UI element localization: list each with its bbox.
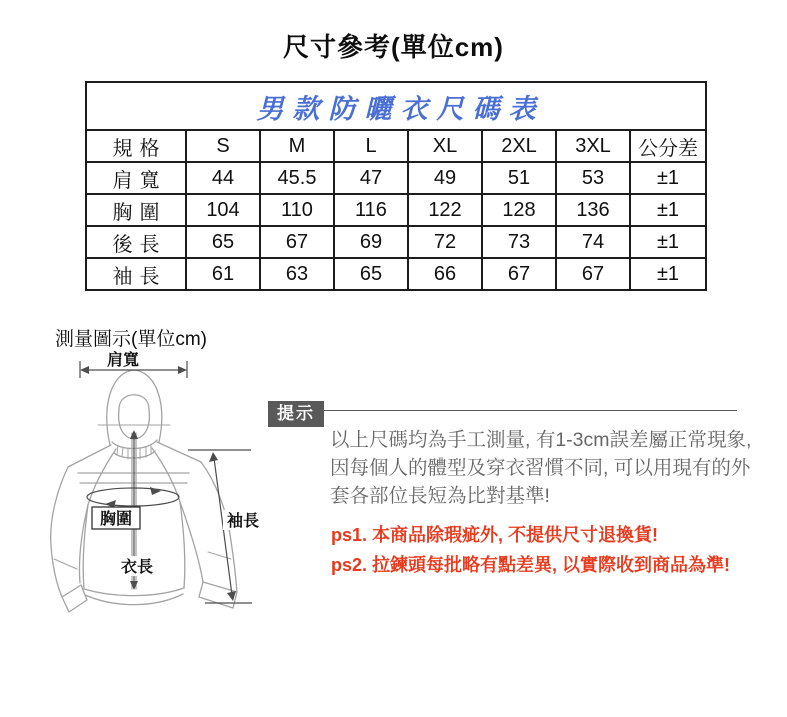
cell: 53 <box>556 162 630 194</box>
cell: 47 <box>334 162 408 194</box>
cell: 73 <box>482 226 556 258</box>
cell: 110 <box>260 194 334 226</box>
cell: 65 <box>186 226 260 258</box>
cell: 116 <box>334 194 408 226</box>
cell: 104 <box>186 194 260 226</box>
cell: 66 <box>408 258 482 290</box>
diagram-caption: 測量圖示(單位cm) <box>55 329 207 350</box>
cell: ±1 <box>630 258 706 290</box>
chest-ellipse-arrow <box>87 488 179 506</box>
cell: ±1 <box>630 226 706 258</box>
row-label: 袖長 <box>86 258 186 290</box>
column-header-2xl: 2XL <box>482 130 556 162</box>
chest-label: 胸圍 <box>99 511 133 528</box>
arrowhead-icon <box>130 430 138 439</box>
column-header-xl: XL <box>408 130 482 162</box>
column-header-spec: 規格 <box>86 130 186 162</box>
page-title: 尺寸參考(單位cm) <box>283 32 504 62</box>
tip-rule-line <box>324 410 737 411</box>
size-table-title-row <box>86 82 706 130</box>
sleeve-label: 袖長 <box>226 513 260 530</box>
column-header-3xl: 3XL <box>556 130 630 162</box>
measurement-arrows <box>80 361 252 603</box>
cell: 67 <box>260 226 334 258</box>
arrowhead-icon <box>178 366 187 374</box>
tip-badge: 提示 <box>268 401 324 427</box>
length-label: 衣長 <box>120 559 154 576</box>
tip-body-text: 以上尺碼均為手工測量, 有1-3cm誤差屬正常現象, 因每個人的體型及穿衣習慣不同, 可以用現有的外套各部位長短為比對基準! <box>330 429 752 507</box>
cell: 122 <box>408 194 482 226</box>
column-header-tolerance: 公分差 <box>630 130 706 162</box>
cell: 51 <box>482 162 556 194</box>
cell: 67 <box>482 258 556 290</box>
cell: 49 <box>408 162 482 194</box>
diagram-labels <box>92 350 263 576</box>
cell: 44 <box>186 162 260 194</box>
cell: 45.5 <box>260 162 334 194</box>
cell: 136 <box>556 194 630 226</box>
table-row-shoulder <box>86 162 706 194</box>
cell: 63 <box>260 258 334 290</box>
arrowhead-icon <box>150 487 161 495</box>
cell: 128 <box>482 194 556 226</box>
cell: 67 <box>556 258 630 290</box>
arrowhead-icon <box>80 366 89 374</box>
shoulder-width-label: 肩寬 <box>106 352 140 369</box>
jacket-measurement-diagram <box>40 345 280 620</box>
cell: 65 <box>334 258 408 290</box>
cell: 69 <box>334 226 408 258</box>
table-row-chest <box>86 194 706 226</box>
table-row-back-length <box>86 226 706 258</box>
size-chart-table <box>85 81 707 291</box>
row-label: 後長 <box>86 226 186 258</box>
cell: ±1 <box>630 162 706 194</box>
arrowhead-icon <box>209 452 218 462</box>
cell: 74 <box>556 226 630 258</box>
row-label: 胸圍 <box>86 194 186 226</box>
tip-ps1: ps1. 本商品除瑕疵外, 不提供尺寸退換貨! <box>331 525 659 545</box>
table-row-sleeve-length <box>86 258 706 290</box>
column-header-m: M <box>260 130 334 162</box>
size-table-title: 男款防曬衣尺碼表 <box>86 82 706 130</box>
tip-ps2: ps2. 拉鍊頭每批略有點差異, 以實際收到商品為準! <box>331 555 731 575</box>
column-header-s: S <box>186 130 260 162</box>
column-header-l: L <box>334 130 408 162</box>
cell: 72 <box>408 226 482 258</box>
cell: 61 <box>186 258 260 290</box>
row-label: 肩寬 <box>86 162 186 194</box>
cell: ±1 <box>630 194 706 226</box>
size-table-header-row <box>86 130 706 162</box>
arrowhead-icon <box>130 581 138 590</box>
